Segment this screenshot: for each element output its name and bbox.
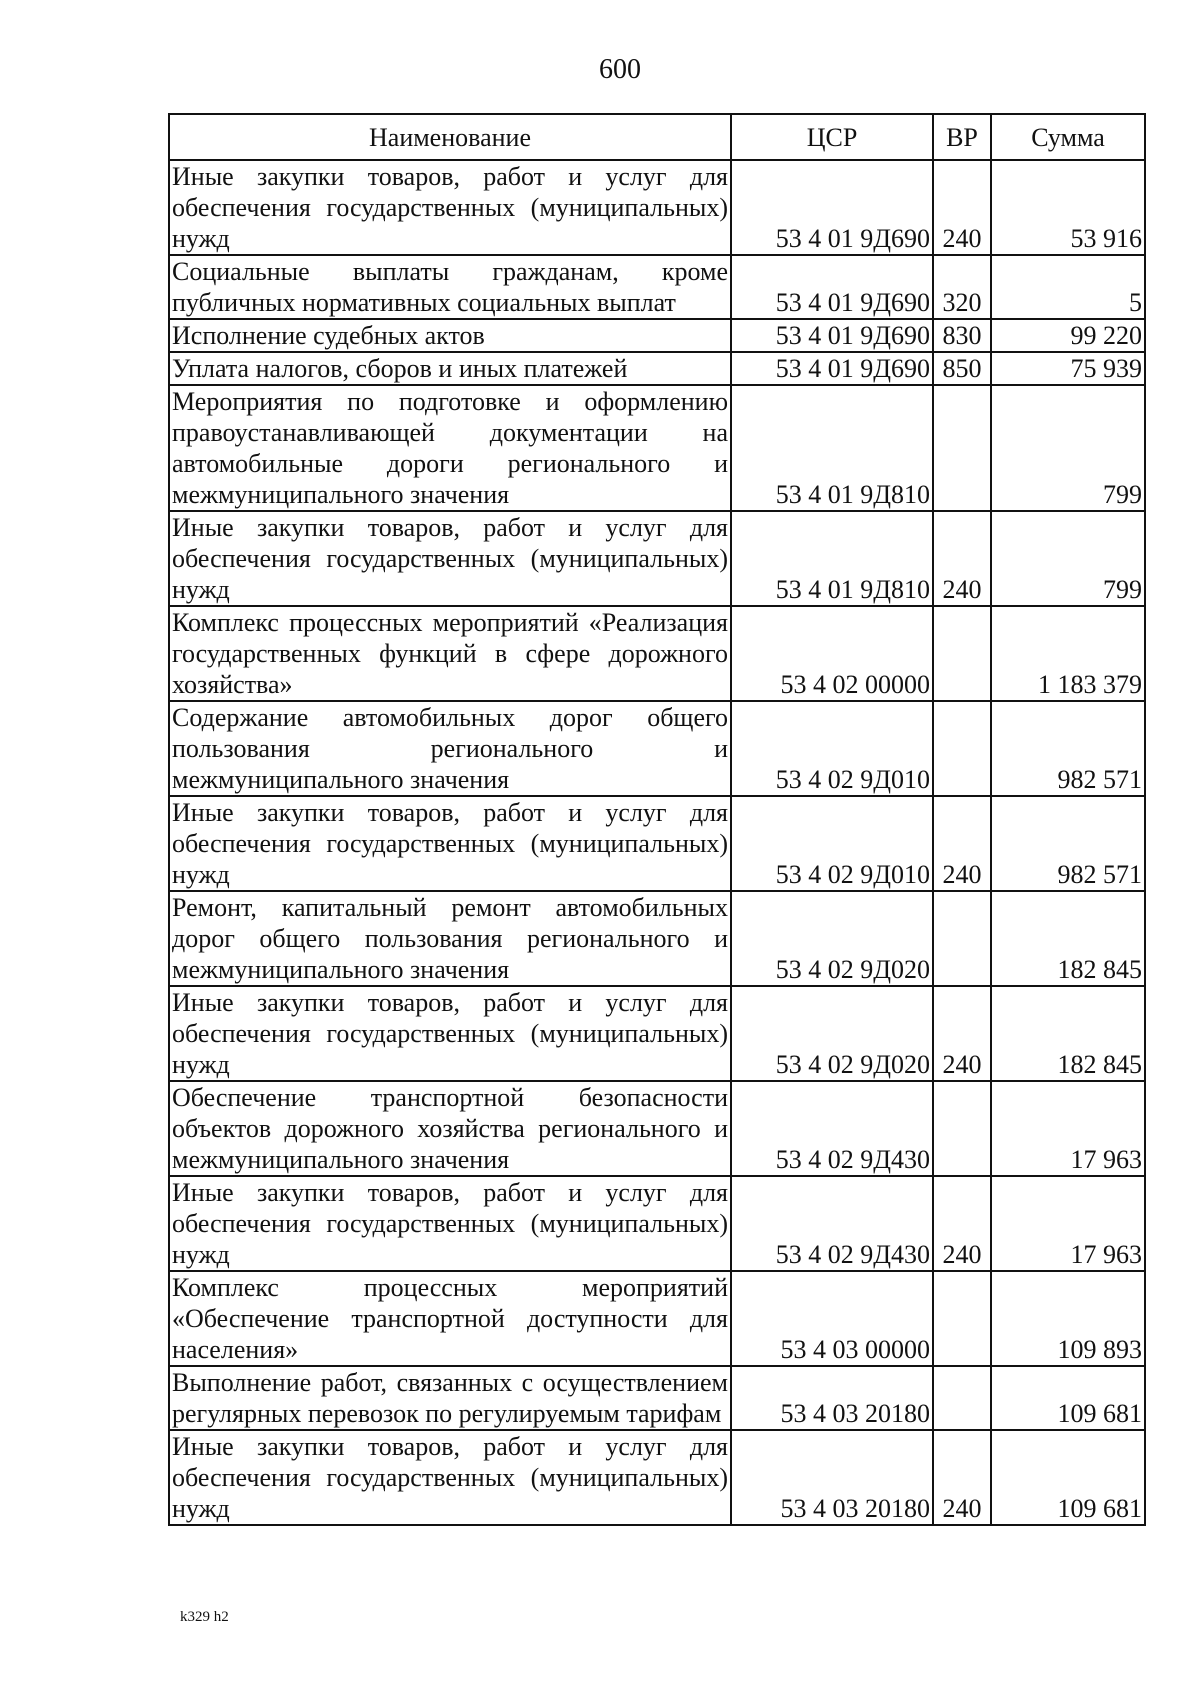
row-vr-cell: 240 [933,1176,991,1271]
row-csr-cell: 53 4 02 00000 [731,606,933,701]
row-vr-cell: 830 [933,319,991,352]
table-row [169,796,1145,891]
table-row [169,385,1145,511]
row-vr-cell: 850 [933,352,991,385]
row-sum-cell: 799 [991,385,1145,511]
row-vr-cell [933,701,991,796]
row-sum-cell: 1 183 379 [991,606,1145,701]
header-sum: Сумма [991,114,1145,160]
table-body [169,160,1145,1525]
row-sum-cell: 109 681 [991,1366,1145,1430]
row-sum-cell: 17 963 [991,1081,1145,1176]
row-sum-cell: 75 939 [991,352,1145,385]
table-row [169,1430,1145,1525]
row-csr-cell: 53 4 02 9Д430 [731,1176,933,1271]
row-csr-cell: 53 4 01 9Д690 [731,255,933,319]
row-csr-cell: 53 4 01 9Д690 [731,319,933,352]
row-vr-cell: 240 [933,1430,991,1525]
row-name-cell: Ремонт, капитальный ремонт автомобильных дорог общего пользования регионального и межмуниципального значения [169,891,731,986]
table-row [169,255,1145,319]
table-row [169,319,1145,352]
table-row [169,986,1145,1081]
row-sum-cell: 109 893 [991,1271,1145,1366]
row-csr-cell: 53 4 01 9Д810 [731,511,933,606]
row-name-cell: Выполнение работ, связанных с осуществлением регулярных перевозок по регулируемым тарифам [169,1366,731,1430]
row-sum-cell: 99 220 [991,319,1145,352]
row-name-cell: Содержание автомобильных дорог общего пользования регионального и межмуниципального значения [169,701,731,796]
table-row [169,891,1145,986]
table-header-row [169,114,1145,160]
row-vr-cell [933,1366,991,1430]
row-name-cell: Уплата налогов, сборов и иных платежей [169,352,731,385]
row-csr-cell: 53 4 02 9Д010 [731,701,933,796]
row-name-cell: Иные закупки товаров, работ и услуг для обеспечения государственных (муниципальных) нужд [169,1176,731,1271]
row-vr-cell: 320 [933,255,991,319]
table-row [169,701,1145,796]
row-name-cell: Иные закупки товаров, работ и услуг для обеспечения государственных (муниципальных) нужд [169,986,731,1081]
header-vr: ВР [933,114,991,160]
header-csr: ЦСР [731,114,933,160]
row-sum-cell: 982 571 [991,701,1145,796]
row-sum-cell: 53 916 [991,160,1145,255]
row-vr-cell: 240 [933,796,991,891]
row-vr-cell [933,891,991,986]
row-name-cell: Иные закупки товаров, работ и услуг для обеспечения государственных (муниципальных) нужд [169,1430,731,1525]
table-row [169,606,1145,701]
page-number: 600 [599,54,641,85]
row-name-cell: Иные закупки товаров, работ и услуг для обеспечения государственных (муниципальных) нужд [169,160,731,255]
row-csr-cell: 53 4 02 9Д010 [731,796,933,891]
row-sum-cell: 182 845 [991,891,1145,986]
row-vr-cell [933,385,991,511]
table-row [169,511,1145,606]
row-csr-cell: 53 4 02 9Д020 [731,986,933,1081]
row-sum-cell: 799 [991,511,1145,606]
row-csr-cell: 53 4 01 9Д690 [731,352,933,385]
row-csr-cell: 53 4 03 00000 [731,1271,933,1366]
row-vr-cell [933,1271,991,1366]
row-name-cell: Социальные выплаты гражданам, кроме публичных нормативных социальных выплат [169,255,731,319]
row-sum-cell: 982 571 [991,796,1145,891]
row-name-cell: Мероприятия по подготовке и оформлению правоустанавливающей документации на автомобильные дороги регионального и межмуниципального значения [169,385,731,511]
row-name-cell: Комплекс процессных мероприятий «Обеспечение транспортной доступности для населения» [169,1271,731,1366]
row-name-cell: Комплекс процессных мероприятий «Реализация государственных функций в сфере дорожного хозяйства» [169,606,731,701]
budget-table [168,113,1146,1526]
table-row [169,1176,1145,1271]
row-sum-cell: 17 963 [991,1176,1145,1271]
row-csr-cell: 53 4 03 20180 [731,1430,933,1525]
row-vr-cell [933,1081,991,1176]
row-csr-cell: 53 4 02 9Д020 [731,891,933,986]
row-vr-cell: 240 [933,511,991,606]
row-sum-cell: 5 [991,255,1145,319]
row-name-cell: Обеспечение транспортной безопасности объектов дорожного хозяйства регионального и межмуниципального значения [169,1081,731,1176]
table-row [169,352,1145,385]
row-csr-cell: 53 4 01 9Д690 [731,160,933,255]
row-vr-cell: 240 [933,160,991,255]
row-name-cell: Иные закупки товаров, работ и услуг для обеспечения государственных (муниципальных) нужд [169,796,731,891]
row-vr-cell [933,606,991,701]
row-vr-cell: 240 [933,986,991,1081]
footer-code: k329 h2 [180,1609,229,1625]
row-sum-cell: 109 681 [991,1430,1145,1525]
row-csr-cell: 53 4 03 20180 [731,1366,933,1430]
table-row [169,1081,1145,1176]
row-sum-cell: 182 845 [991,986,1145,1081]
row-name-cell: Исполнение судебных актов [169,319,731,352]
table-row [169,1271,1145,1366]
row-name-cell: Иные закупки товаров, работ и услуг для обеспечения государственных (муниципальных) нужд [169,511,731,606]
row-csr-cell: 53 4 02 9Д430 [731,1081,933,1176]
table-row [169,160,1145,255]
header-name: Наименование [169,114,731,160]
table-row [169,1366,1145,1430]
row-csr-cell: 53 4 01 9Д810 [731,385,933,511]
